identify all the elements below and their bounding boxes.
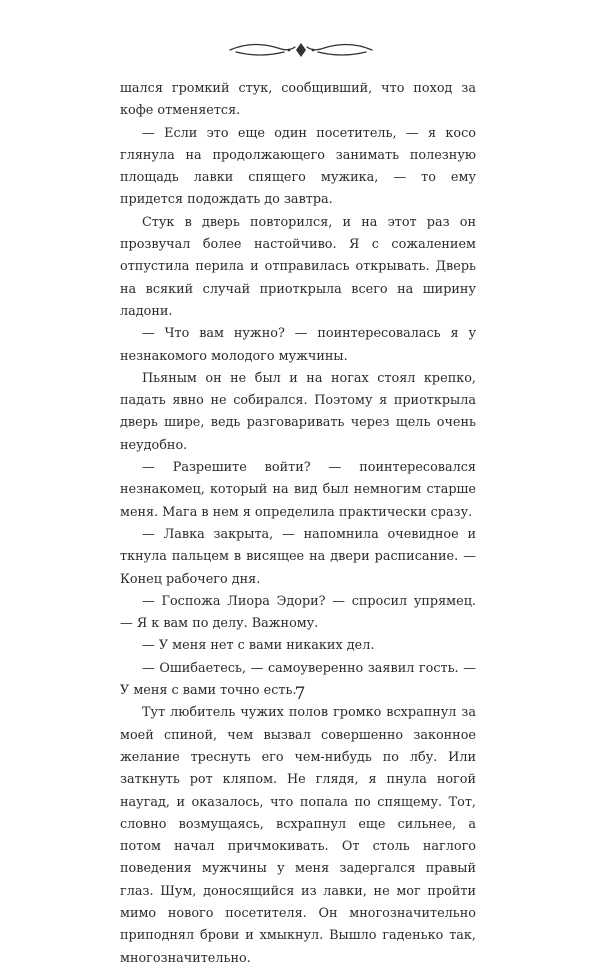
paragraph: — У меня нет с вами никаких дел. bbox=[142, 638, 375, 654]
decorative-flourish-icon bbox=[228, 40, 374, 60]
paragraph: — Госпожа Лиора Эдори? — спросил упрямец. — Я к вам по делу. Важному. bbox=[120, 593, 476, 632]
paragraph: Стук в дверь повторился, и на этот раз он прозвучал более настойчиво. Я с сожалением отпустила перила и отправилась открывать. Дверь на всякий случай приоткрыла всего на ширину ладони. bbox=[120, 214, 476, 319]
paragraph: — Лавка закрыта, — напомнила очевидное и ткнула пальцем в висящее на двери расписание. — Конец рабочего дня. bbox=[120, 526, 476, 587]
paragraph: — Разрешите войти? — поинтересовался незнакомец, который на вид был немногим старше меня. Мага в нем я определила практически сразу. bbox=[120, 460, 476, 520]
paragraph: — Что вам нужно? — поинтересовалась я у незнакомого молодого мужчины. bbox=[120, 326, 476, 364]
paragraph: — Если это еще один посетитель, — я косо глянула на продолжающего занимать полезную площадь лавки спящего мужика, — то ему придется подождать до завтра. bbox=[120, 125, 476, 208]
paragraph: Тут любитель чужих полов громко всхрапнул за моей спиной, чем вызвал совершенно законное желание треснуть его чем-нибудь по лбу. Или заткнуть рот кляпом. Не глядя, я пнула ногой наугад, и оказалось, что попала по спящему. Тот, словно возмущаясь, всхрапнул еще сильнее, а потом начал причмокивать. От столь наглого поведения мужчины у меня задергался правый глаз. Шум, доносящийся из лавки, не мог пройти мимо нового посетителя. Он многозначительно приподнял брови и хмыкнул. Вышло гаденько так, многозначительно. bbox=[120, 705, 476, 966]
paragraph: Пьяным он не был и на ногах стоял крепко, падать явно не собирался. Поэтому я приоткрыла дверь шире, ведь разговаривать через щель очень неудобно. bbox=[120, 370, 476, 453]
paragraph: шался громкий стук, сообщивший, что поход за кофе отменяется. bbox=[120, 81, 476, 119]
page-number: 7 bbox=[294, 684, 306, 704]
paragraph: — Ошибаетесь, — самоуверенно заявил гость. — У меня с вами точно есть. bbox=[120, 660, 476, 699]
body-text bbox=[120, 78, 476, 970]
